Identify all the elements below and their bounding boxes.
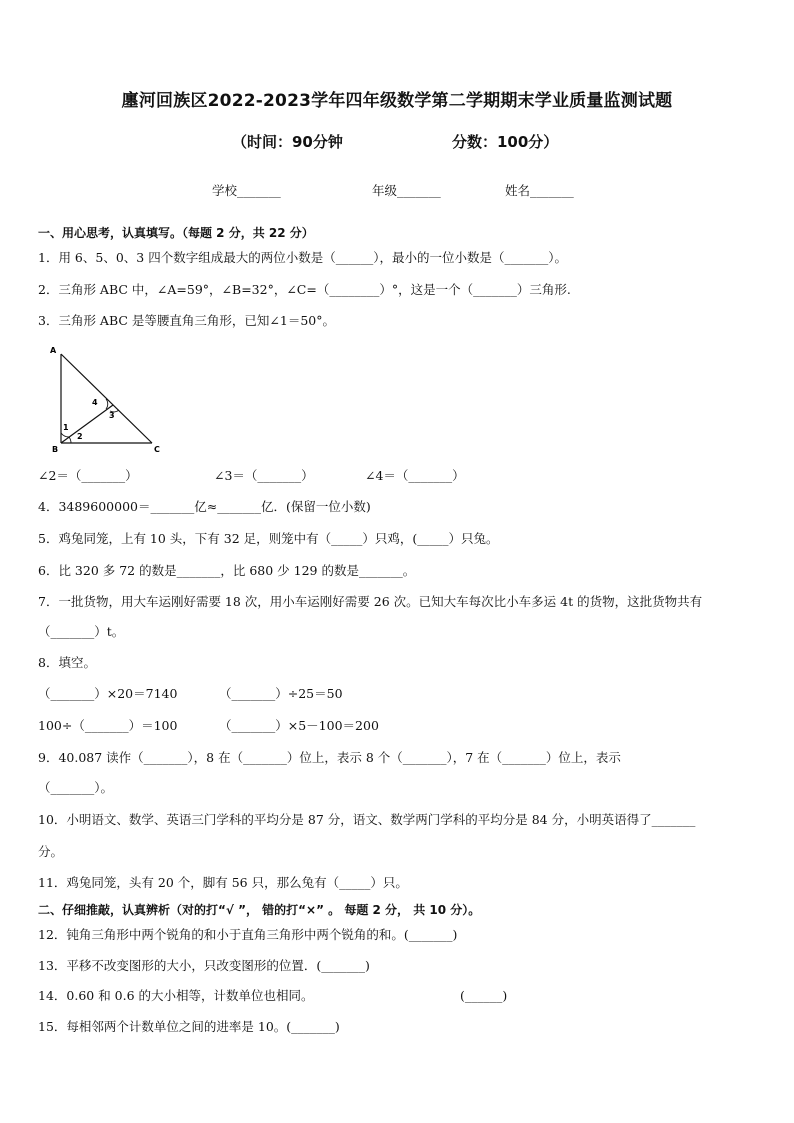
angle-2-label: 2 [77,432,83,441]
question-6: 6．比 320 多 72 的数是_______，比 680 少 129 的数是_______。 [38,563,416,578]
exam-score: 分数：100分） [452,133,559,151]
section-1-heading: 一、用心思考，认真填写。（每题 2 分，共 22 分） [38,226,314,240]
angle-3-answer: ∠3＝（_______） [214,468,314,483]
angle-2-answer: ∠2＝（_______） [38,468,138,483]
question-13: 13．平移不改变图形的大小，只改变图形的位置．(_______) [38,958,370,973]
question-5: 5．鸡兔同笼，上有 10 头，下有 32 足，则笼中有（_____）只鸡，(_____）只兔。 [38,531,499,546]
question-8-item-2: （_______）÷25＝50 [219,686,343,701]
question-9-line-2: （_______）。 [38,780,114,795]
grade-field: 年级_______ [372,183,441,198]
question-15: 15．每相邻两个计数单位之间的进率是 10。(_______) [38,1019,340,1034]
question-8-item-4: （_______）×5－100＝200 [219,718,379,733]
question-8-item-3: 100÷（_______）＝100 [38,718,178,733]
question-2: 2．三角形 ABC 中，∠A=59°，∠B=32°，∠C=（________）°，这是一个（_______）三角形. [38,282,571,297]
vertex-b-label: B [52,445,59,454]
angle-4-answer: ∠4＝（_______） [365,468,465,483]
question-3: 3．三角形 ABC 是等腰直角三角形，已知∠1＝50°。 [38,313,335,328]
question-4: 4．3489600000＝_______亿≈_______亿．(保留一位小数) [38,499,371,514]
question-10-line-1: 10．小明语文、数学、英语三门学科的平均分是 87 分，语文、数学两门学科的平均分是 84 分，小明英语得了_______ [38,812,696,827]
question-8-item-1: （_______）×20＝7140 [38,686,178,701]
question-1: 1．用 6、5、0、3 四个数字组成最大的两位小数是（______），最小的一位小数是（_______）。 [38,250,567,265]
vertex-a-label: A [50,346,57,355]
question-10-line-2: 分。 [38,844,64,859]
question-12: 12．钝角三角形中两个锐角的和小于直角三角形中两个锐角的和。(_______) [38,927,458,942]
angle-3-label: 3 [109,411,115,420]
exam-time: （时间：90分钟 [232,133,343,151]
question-11: 11．鸡兔同笼，头有 20 个，脚有 56 只，那么兔有（_____）只。 [38,875,408,890]
triangle-figure [44,342,168,454]
question-14-blank: (______) [460,988,508,1003]
page-title: 廛河回族区2022-2023学年四年级数学第二学期期末学业质量监测试题 [121,91,673,111]
school-field: 学校_______ [212,183,281,198]
question-7-line-2: （_______）t。 [38,624,125,639]
question-7-line-1: 7．一批货物，用大车运刚好需要 18 次，用小车运刚好需要 26 次。已知大车每次比小车多运 4t 的货物，这批货物共有 [38,594,703,609]
angle-4-label: 4 [92,398,98,407]
question-14: 14．0.60 和 0.6 的大小相等，计数单位也相同。 [38,988,314,1003]
vertex-c-label: C [154,445,160,454]
question-9-line-1: 9．40.087 读作（_______），8 在（_______）位上，表示 8 个（_______），7 在（_______）位上，表示 [38,750,621,765]
section-2-heading: 二、仔细推敲，认真辨析（对的打“√ ”， 错的打“×” 。 每题 2 分， 共 10 分）。 [38,903,481,917]
angle-1-label: 1 [63,423,69,432]
name-field: 姓名_______ [505,183,574,198]
question-8: 8．填空。 [38,655,96,670]
